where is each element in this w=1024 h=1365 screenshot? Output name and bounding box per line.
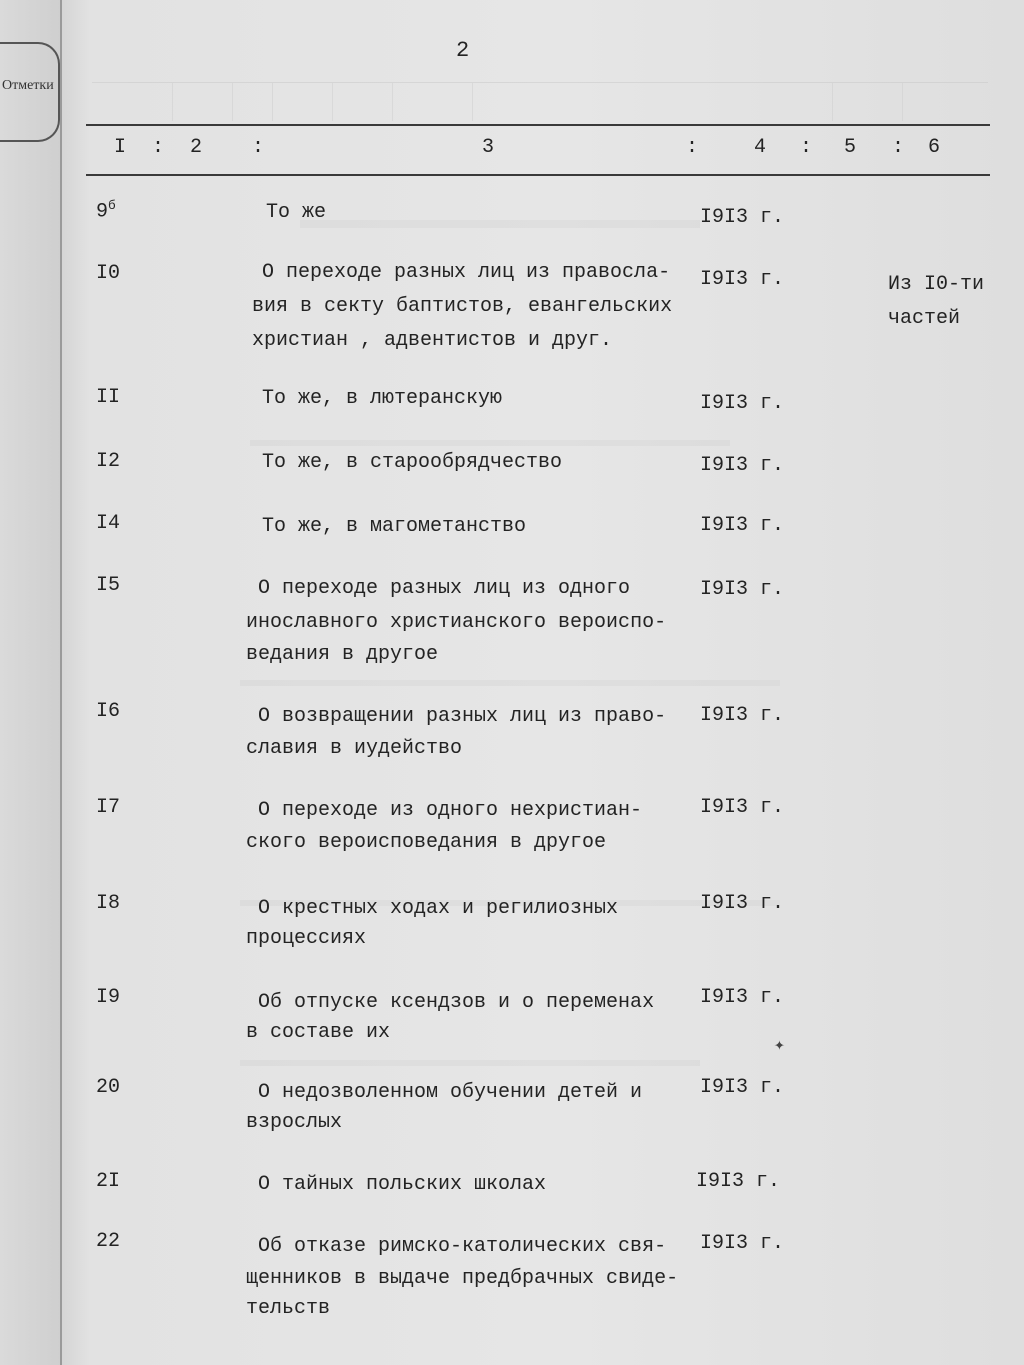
row-year: I9I3 г. xyxy=(700,892,785,915)
row-title-line: вия в секту баптистов, евангельских xyxy=(252,295,673,318)
row-title: О переходе разных лиц из правосла- xyxy=(262,261,671,284)
row-title-line: процессиях xyxy=(246,927,367,950)
col-5-label: 5 xyxy=(844,136,857,159)
row-title-line: ведания в другое xyxy=(246,643,439,666)
row-number: II xyxy=(96,386,121,409)
row-title: То же xyxy=(266,201,327,224)
left-margin-strip xyxy=(0,0,62,1365)
row-title: О недозволенном обучении детей и xyxy=(258,1081,643,1104)
row-year: I9I3 г. xyxy=(700,206,785,229)
row-number: I5 xyxy=(96,574,121,597)
row-year: I9I3 г. xyxy=(700,704,785,727)
row-number: 22 xyxy=(96,1230,121,1253)
row-title-line: взрослых xyxy=(246,1111,343,1134)
row-title-line: славия в иудейство xyxy=(246,737,463,760)
row-title: То же, в магометанство xyxy=(262,515,527,538)
col-sep: : xyxy=(686,136,699,159)
col-6-label: 6 xyxy=(928,136,941,159)
page-number: 2 xyxy=(456,38,470,63)
row-title: То же, в лютеранскую xyxy=(262,387,503,410)
row-year: I9I3 г. xyxy=(700,1076,785,1099)
row-year: I9I3 г. xyxy=(700,578,785,601)
col-sep: : xyxy=(152,136,165,159)
col-sep: : xyxy=(800,136,813,159)
col-sep: : xyxy=(252,136,265,159)
row-title-line: ского вероисповедания в другое xyxy=(246,831,607,854)
row-title-line: щенников в выдаче предбрачных свиде- xyxy=(246,1267,679,1290)
row-number: I7 xyxy=(96,796,121,819)
row-number: I4 xyxy=(96,512,121,535)
ink-blot-mark: ✦ xyxy=(774,1036,785,1056)
row-title: О переходе из одного нехристиан- xyxy=(258,799,643,822)
row-year: I9I3 г. xyxy=(700,392,785,415)
row-note: Из I0-ти частей xyxy=(888,273,985,330)
row-title: О тайных польских школах xyxy=(258,1173,547,1196)
row-year: I9I3 г. xyxy=(700,514,785,537)
row-title: Об отпуске ксендзов и о переменах xyxy=(258,991,655,1014)
row-year: I9I3 г. xyxy=(700,454,785,477)
row-number: I6 xyxy=(96,700,121,723)
row-title: О переходе разных лиц из одного xyxy=(258,577,631,600)
margin-label: Отметки xyxy=(2,78,54,93)
row-title-line: христиан , адвентистов и друг. xyxy=(252,329,613,352)
col-sep: : xyxy=(892,136,905,159)
col-1-label: I xyxy=(114,136,127,159)
header-rule-bottom xyxy=(86,174,990,176)
row-title: О крестных ходах и регилиозных xyxy=(258,897,619,920)
row-title: Об отказе римско-католических свя- xyxy=(258,1235,667,1258)
row-number: $9^б$ xyxy=(96,198,116,224)
faint-bleedthrough-header xyxy=(92,82,988,119)
col-3-label: 3 xyxy=(482,136,495,159)
col-2-label: 2 xyxy=(190,136,203,159)
row-year: I9I3 г. xyxy=(696,1170,781,1193)
row-title-line: тельств xyxy=(246,1297,331,1320)
row-title-line: в составе их xyxy=(246,1021,391,1044)
row-year: I9I3 г. xyxy=(700,986,785,1009)
header-rule-top xyxy=(86,124,990,126)
row-year: I9I3 г. xyxy=(700,268,785,291)
row-title: О возвращении разных лиц из право- xyxy=(258,705,667,728)
row-number: I2 xyxy=(96,450,121,473)
row-number: I9 xyxy=(96,986,121,1009)
row-title-line: инославного христианского вероиспо- xyxy=(246,611,667,634)
row-number: 20 xyxy=(96,1076,121,1099)
col-4-label: 4 xyxy=(754,136,767,159)
row-number: 2I xyxy=(96,1170,121,1193)
row-number: I0 xyxy=(96,262,121,285)
row-title: То же, в старообрядчество xyxy=(262,451,563,474)
column-header-row xyxy=(86,128,990,172)
row-year: I9I3 г. xyxy=(700,1232,785,1255)
row-year: I9I3 г. xyxy=(700,796,785,819)
row-number: I8 xyxy=(96,892,121,915)
